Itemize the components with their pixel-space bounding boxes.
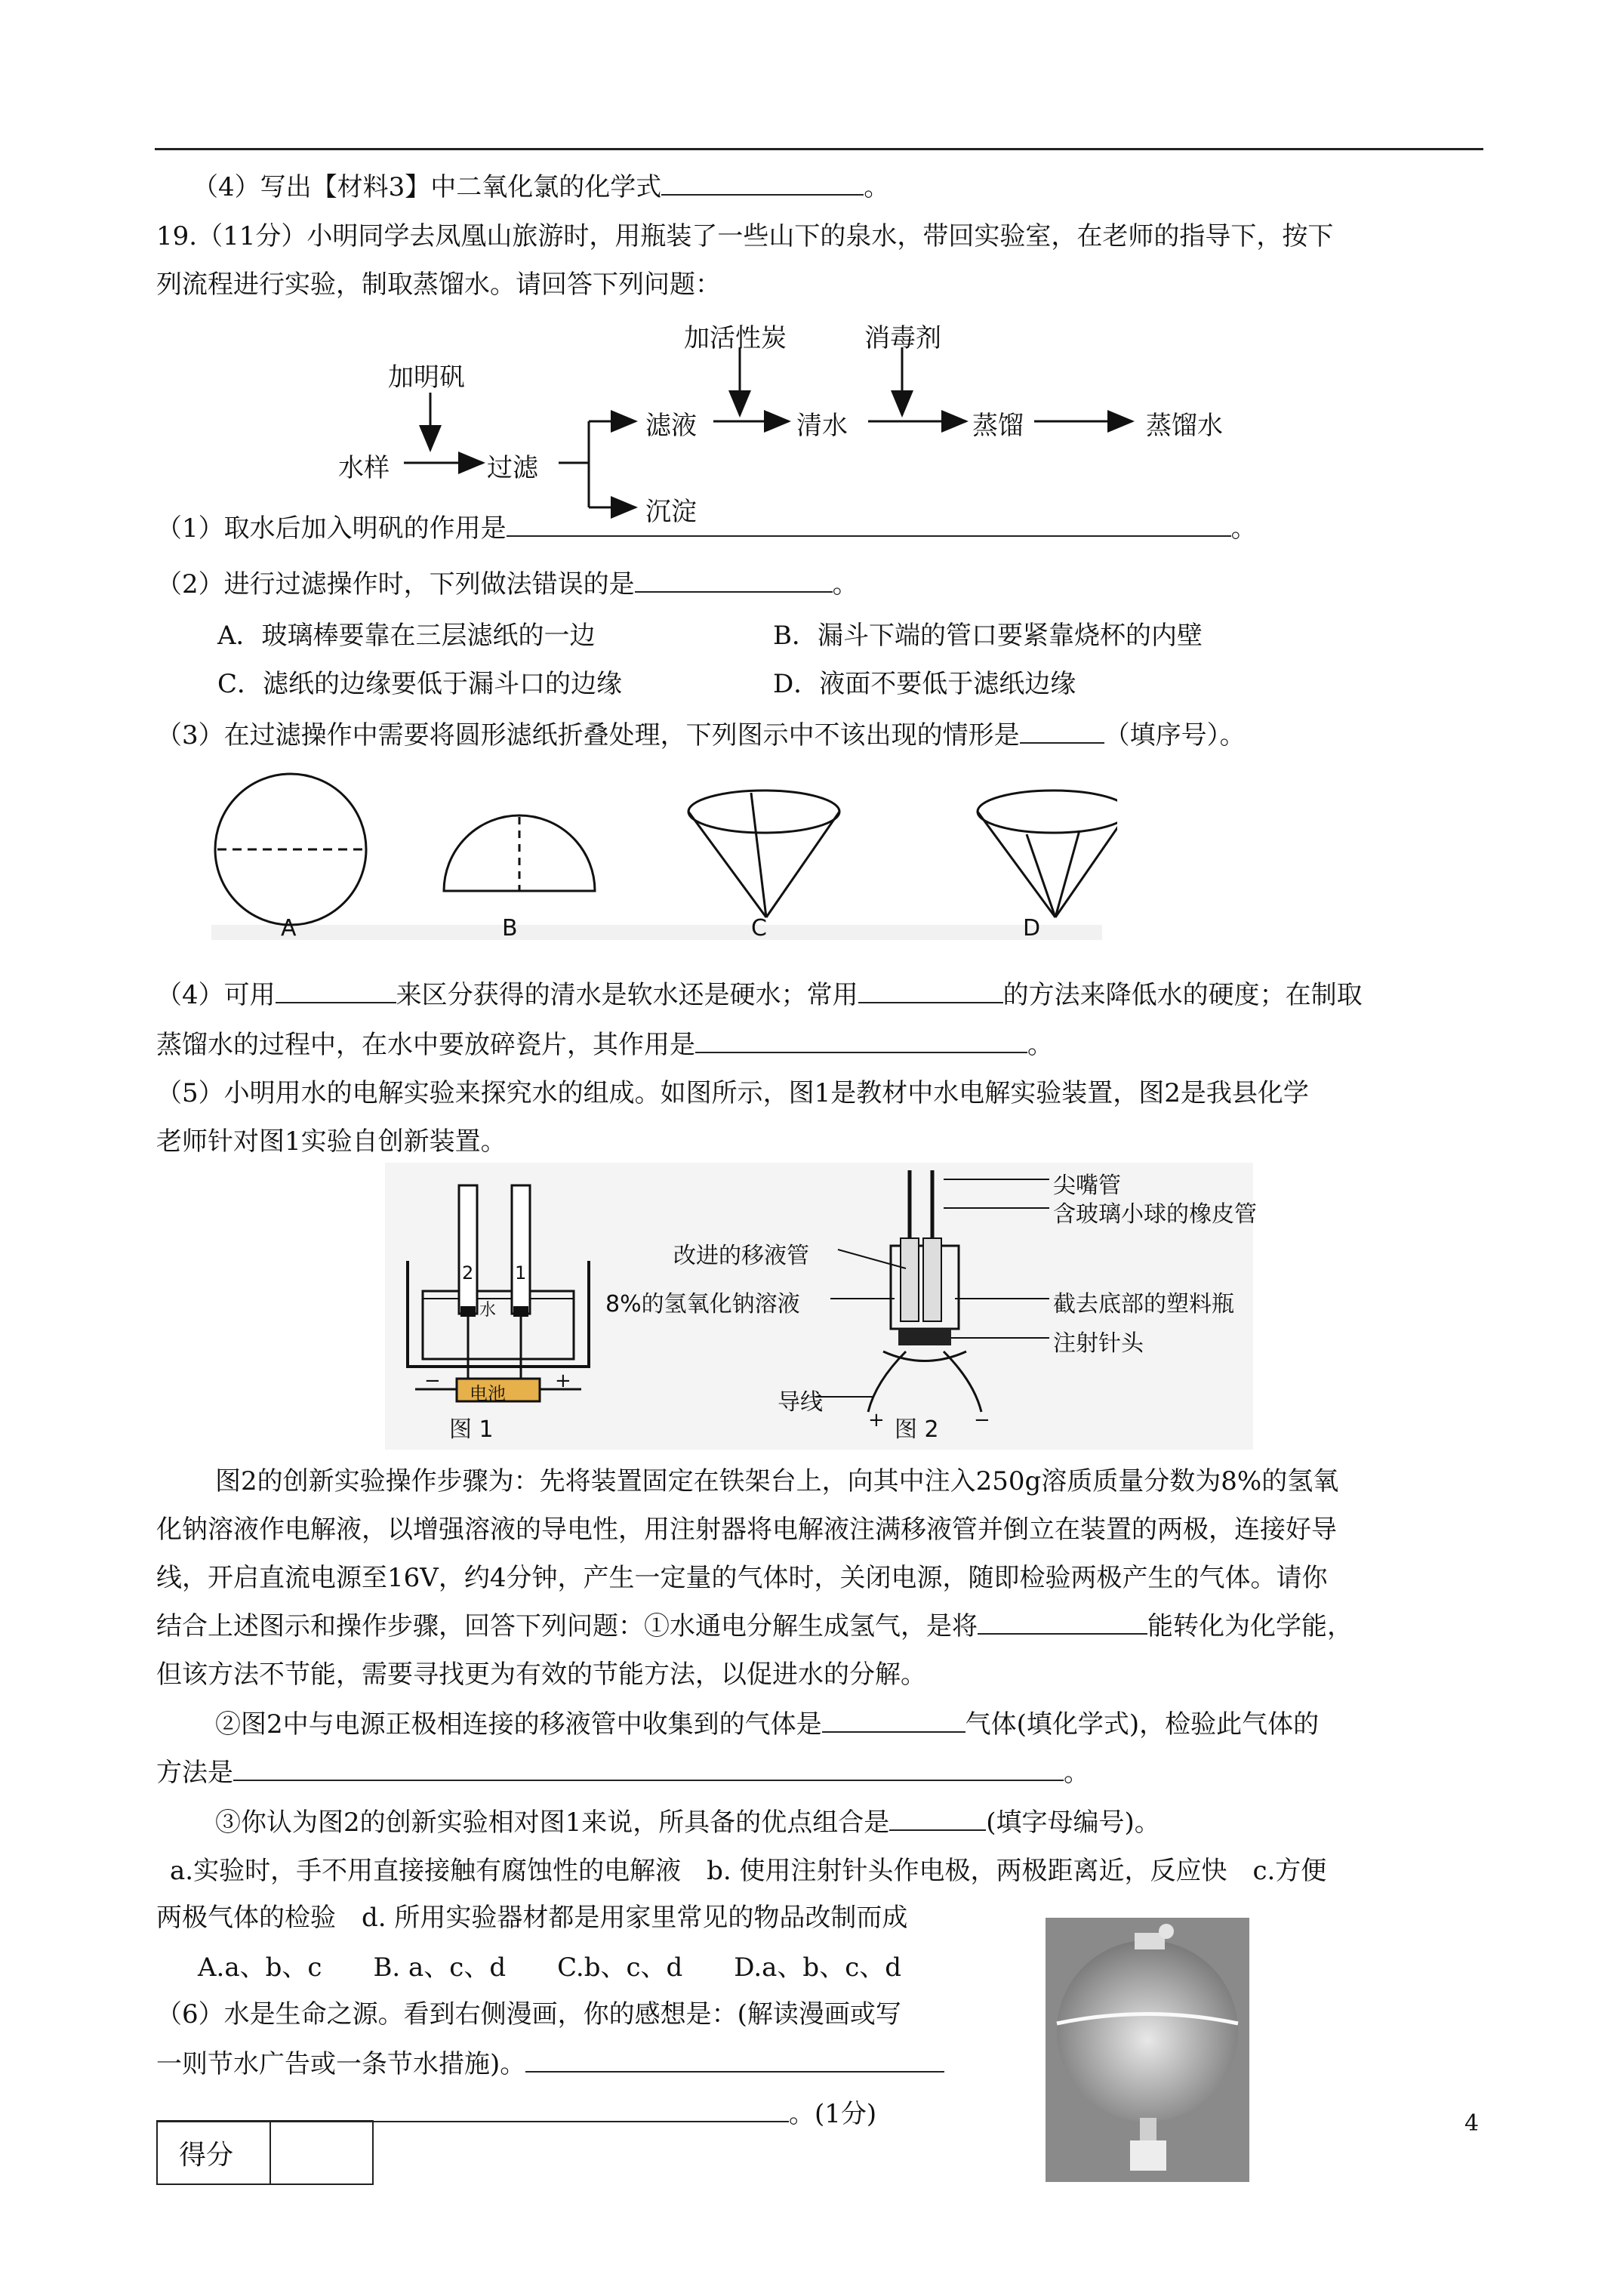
fig2-nozzle-label: 尖嘴管 [1053, 1173, 1121, 1199]
score-box [156, 2120, 374, 2185]
q18-part4: （4）写出【材料3】中二氧化氯的化学式 。 [192, 172, 890, 202]
q19-part6-line3: 。(1分) [156, 2097, 876, 2131]
fig2-minus-sign: − [974, 1409, 990, 1432]
fig2-wire-label: 导线 [778, 1389, 823, 1416]
figure-a-label: A [281, 915, 297, 942]
answer-blank[interactable] [695, 1029, 1027, 1053]
q19-part6-line2: 一则节水广告或一条节水措施)。 [156, 2048, 944, 2081]
flow-sediment: 沉淀 [645, 497, 697, 527]
fig1-water-label: 水 [479, 1301, 497, 1320]
flow-filtrate: 滤液 [645, 411, 697, 441]
figure-b-semicircle [444, 815, 595, 891]
q19-part6-line1: （6）水是生命之源。看到右侧漫画，你的感想是：(解读漫画或写 [156, 1999, 901, 2029]
figure-c-label: C [751, 915, 767, 942]
answer-blank[interactable] [1020, 720, 1104, 744]
score-label: 得分 [179, 2140, 234, 2171]
flow-disinfectant: 消毒剂 [864, 323, 941, 353]
q19-5-q2-line1: ②图2中与电源正极相连接的移液管中收集到的气体是 气体(填化学式)，检验此气体的 [215, 1709, 1320, 1740]
filter-paper-figures [211, 770, 1117, 959]
q19-5-q3: ③你认为图2的创新实验相对图1来说，所具备的优点组合是 (填字母编号)。 [215, 1808, 1160, 1838]
fig1-plus-sign: + [555, 1370, 571, 1392]
figure-d-cone [978, 791, 1117, 917]
header-rule [155, 148, 1483, 150]
q19-part2-option-c: C．滤纸的边缘要低于漏斗口的边缘 [217, 669, 623, 699]
fig2-plus-sign: + [868, 1409, 885, 1432]
q19-intro-line2: 列流程进行实验，制取蒸馏水。请回答下列问题： [156, 270, 721, 300]
answer-blank[interactable] [978, 1610, 1147, 1635]
flow-filter: 过滤 [487, 453, 538, 483]
water-cartoon-image [1046, 1918, 1249, 2182]
answer-blank[interactable] [635, 569, 833, 593]
fig2-pipette-label: 改进的移液管 [673, 1243, 809, 1269]
fig1-caption: 图 1 [449, 1416, 494, 1443]
fig2-bottle-label: 截去底部的塑料瓶 [1053, 1291, 1234, 1318]
q19-part3: （3）在过滤操作中需要将圆形滤纸折叠处理，下列图示中不该出现的情形是 （填序号）。 [156, 720, 1246, 750]
answer-blank[interactable] [661, 171, 864, 196]
figure-c-cone [688, 791, 839, 917]
fig1-tube2-label: 2 [462, 1262, 474, 1284]
fig1-tube1-label: 1 [515, 1262, 527, 1284]
q19-5-q3-options-line1: a.实验时，手不用直接接触有腐蚀性的电解液 b. 使用注射针头作电极，两极距离近，反应快 c.方便 [170, 1856, 1327, 1886]
steps-line5: 但该方法不节能，需要寻找更为有效的节能方法，以促进水的分解。 [156, 1660, 926, 1690]
q19-part2: （2）进行过滤操作时，下列做法错误的是 。 [156, 569, 858, 599]
fig2-solution-label: 8%的氢氧化钠溶液 [605, 1291, 800, 1318]
steps-line4: 结合上述图示和操作步骤，回答下列问题：①水通电分解生成氢气，是将 能转化为化学能， [156, 1611, 1353, 1641]
fig2-needle-label: 注射针头 [1053, 1330, 1144, 1357]
q19-5-q2-line2: 方法是 。 [156, 1758, 1089, 1788]
fig1-minus-sign: − [424, 1370, 441, 1392]
answer-blank[interactable] [858, 979, 1003, 1003]
answer-blank[interactable] [156, 2098, 789, 2122]
answer-blank[interactable] [276, 979, 396, 1003]
flow-add-alum: 加明矾 [388, 362, 465, 393]
q19-intro-line1: 19.（11分）小明同学去凤凰山旅游时，用瓶装了一些山下的泉水，带回实验室，在老师的指导下，按下 [156, 221, 1334, 251]
q19-part2-option-a: A．玻璃棒要靠在三层滤纸的一边 [217, 621, 596, 651]
answer-blank[interactable] [822, 1709, 965, 1733]
fig1-battery-label: 电池 [470, 1383, 506, 1404]
page-number: 4 [1464, 2110, 1480, 2137]
figure-d-label: D [1023, 915, 1041, 942]
fig2-rubber-label: 含玻璃小球的橡皮管 [1053, 1201, 1257, 1228]
answer-blank[interactable] [889, 1807, 986, 1831]
fig2-caption: 图 2 [895, 1416, 939, 1443]
q19-part4-line2: 蒸馏水的过程中，在水中要放碎瓷片，其作用是 。 [156, 1030, 1053, 1060]
q19-part4-line1: （4）可用 来区分获得的清水是软水还是硬水；常用 的方法来降低水的硬度；在制取 [156, 980, 1363, 1010]
steps-line1: 图2的创新实验操作步骤为：先将装置固定在铁架台上，向其中注入250g溶质质量分数为8%的氢氧 [215, 1466, 1339, 1496]
flow-sample: 水样 [338, 453, 390, 483]
flow-distilled-water: 蒸馏水 [1146, 411, 1223, 441]
q19-part5-line2: 老师针对图1实验自创新装置。 [156, 1126, 507, 1157]
score-divider [269, 2122, 271, 2184]
flow-clear-water: 清水 [796, 411, 848, 441]
answer-blank[interactable] [233, 1757, 1064, 1781]
figure-a-circle [215, 774, 366, 925]
q19-part2-option-d: D．液面不要低于滤纸边缘 [773, 669, 1076, 699]
steps-line2: 化钠溶液作电解液，以增强溶液的导电性，用注射器将电解液注满移液管并倒立在装置的两极，连接好导 [156, 1515, 1337, 1545]
flow-distill: 蒸馏 [972, 411, 1024, 441]
q19-part5-line1: （5）小明用水的电解实验来探究水的组成。如图所示，图1是教材中水电解实验装置，图2是我县化学 [156, 1078, 1309, 1108]
q19-5-q3-choices: A.a、b、c B. a、c、d C.b、c、d D.a、b、c、d [198, 1952, 901, 1983]
q19-part1: （1）取水后加入明矾的作用是 。 [156, 513, 1257, 544]
q19-part2-option-b: B．漏斗下端的管口要紧靠烧杯的内壁 [773, 621, 1203, 651]
q19-5-q3-options-line2: 两极气体的检验 d. 所用实验器材都是用家里常见的物品改制而成 [156, 1903, 908, 1933]
steps-line3: 线，开启直流电源至16V，约4分钟，产生一定量的气体时，关闭电源，随即检验两极产生的气体。请你 [156, 1563, 1328, 1593]
flow-add-carbon: 加活性炭 [684, 323, 787, 353]
figure-b-label: B [502, 915, 518, 942]
answer-blank[interactable] [525, 2048, 944, 2073]
answer-blank[interactable] [507, 513, 1231, 537]
